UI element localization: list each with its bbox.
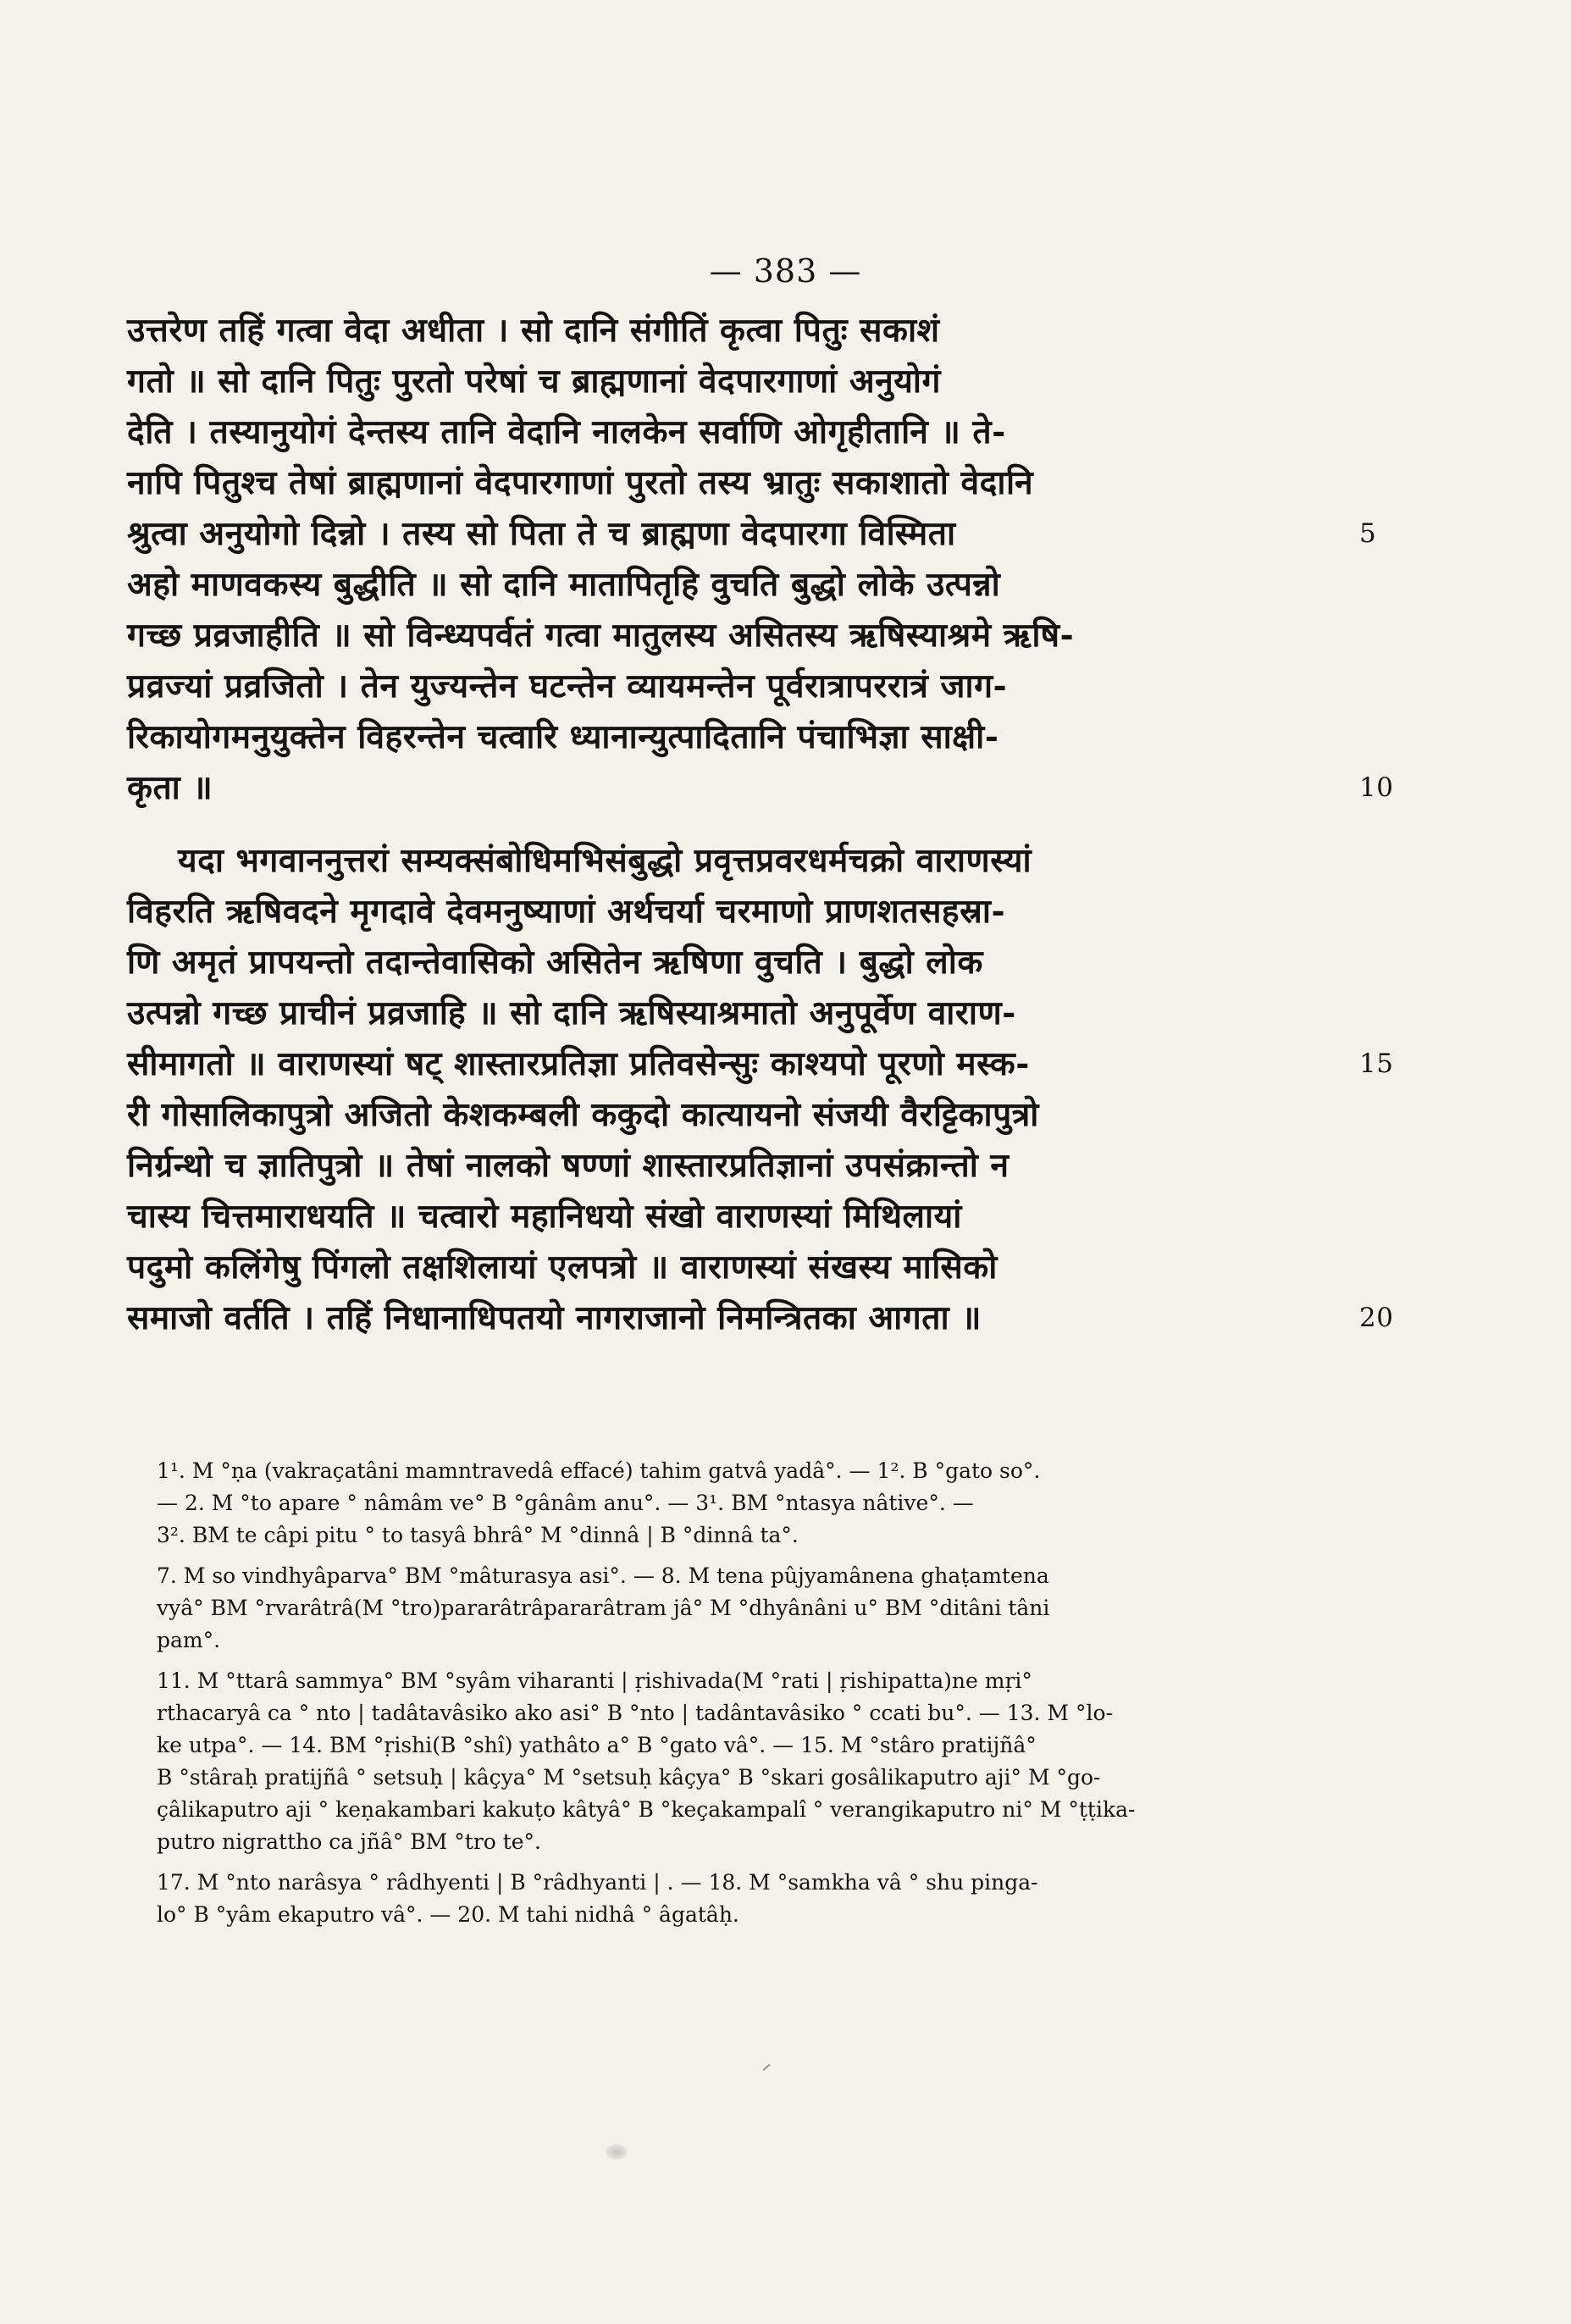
text-line: [127, 1089, 1245, 1140]
text-line: [127, 835, 1245, 886]
text-line: [127, 508, 1377, 559]
footnote-line: 17. M °nto narâsya ° râdhyenti | B °râdhyanti | . — 18. M °samkha vâ ° shu pinga-: [157, 1870, 1038, 1895]
footnote-line: 11. M °ttarâ sammya° BM °syâm viharanti | ṛishivada(M °rati | ṛishipatta)ne mṛi°: [157, 1668, 1032, 1693]
text-line: [127, 1191, 1245, 1242]
text-line: [127, 711, 1245, 762]
text-line-content: अहो माणवकस्य बुद्धीति ॥ सो दानि मातापितृहि वुचति बुद्धो लोके उत्पन्नो: [127, 565, 1001, 604]
footnote-line: — 2. M °to apare ° nâmâm ve° B °gânâm anu°. — 3¹. BM °ntasya nâtive°. —: [157, 1491, 974, 1515]
text-line: [127, 762, 1394, 813]
text-line-content: री गोसालिकापुत्रो अजितो केशकम्बली ककुदो कात्यायनो संजयी वैरट्टिकापुत्रो: [127, 1095, 1039, 1134]
text-line: [127, 937, 1245, 988]
text-line-content: चास्य चित्तमाराधयति ॥ चत्वारो महानिधयो संखो वाराणस्यां मिथिलायां: [127, 1197, 962, 1236]
text-line-content: यदा भगवाननुत्तरां सम्यक्संबोधिमभिसंबुद्धो प्रवृत्तप्रवरधर्मचक्रो वाराणस्यां: [178, 841, 1032, 880]
footnote-block: [157, 1665, 1224, 1858]
text-line: [127, 1292, 1394, 1343]
text-line: [127, 610, 1245, 661]
text-line-content: गतो ॥ सो दानि पितुः पुरतो परेषां च ब्राह्मणानां वेदपारगाणां अनुयोगं: [127, 362, 941, 401]
text-line-content: समाजो वर्तति । तहिं निधानाधिपतयो नागराजानो निमन्त्रितका आगता ॥: [127, 1298, 982, 1337]
text-line-content: प्रव्रज्यां प्रव्रजितो । तेन युज्यन्तेन घटन्तेन व्यायमन्तेन पूर्वरात्रापररात्रं जाग-: [127, 667, 1008, 706]
footnote-line: pam°.: [157, 1628, 221, 1652]
text-line: [127, 457, 1245, 508]
text-line: [127, 1038, 1394, 1089]
text-line-content: देति । तस्यानुयोगं देन्तस्य तानि वेदानि नालकेन सर्वाणि ओगृहीतानि ॥ ते-: [127, 412, 1006, 451]
footnote-line: çâlikaputro aji ° keṇakambari kakuṭo kâtyâ° B °keçakampalî ° verangikaputro ni° M °ṭṭika-: [157, 1797, 1136, 1822]
text-line-content: नापि पितुश्च तेषां ब्राह्मणानां वेदपारगाणां पुरतो तस्य भ्रातुः सकाशातो वेदानि: [127, 463, 1034, 502]
sanskrit-text-body: [127, 305, 1394, 1343]
text-line: [127, 1242, 1245, 1292]
ink-smudge: [606, 2144, 628, 2160]
line-number: 5: [1359, 518, 1377, 549]
page-number: — 383 —: [709, 252, 862, 290]
text-line-content: विहरति ऋषिवदने मृगदावे देवमनुष्याणां अर्थचर्या चरमाणो प्राणशतसहस्रा-: [127, 892, 1006, 931]
stray-mark: [763, 2064, 771, 2071]
footnote-line: putro nigrattho ca jñâ° BM °tro te°.: [157, 1829, 542, 1854]
line-number: 15: [1359, 1049, 1394, 1079]
text-line: [127, 559, 1245, 610]
text-line: [127, 407, 1245, 457]
footnote-line: 7. M so vindhyâparva° BM °mâturasya asi°. — 8. M tena pûjyamânena ghaṭamtena: [157, 1563, 1049, 1588]
footnote-line: 1¹. M °ṇa (vakraçatâni mamntravedâ effacé) tahim gatvâ yadâ°. — 1². B °gato so°.: [157, 1458, 1041, 1483]
text-line-content: कृता ॥: [127, 768, 213, 807]
critical-apparatus-footnotes: [157, 1455, 1224, 1939]
text-line-content: श्रुत्वा अनुयोगो दिन्नो । तस्य सो पिता ते च ब्राह्मणा वेदपारगा विस्मिता: [127, 514, 956, 553]
text-line: [127, 1140, 1245, 1191]
text-line: [127, 356, 1245, 407]
footnote-line: 3². BM te câpi pitu ° to tasyâ bhrâ° M °dinnâ | B °dinnâ ta°.: [157, 1523, 799, 1547]
text-line-content: उत्पन्नो गच्छ प्राचीनं प्रव्रजाहि ॥ सो दानि ऋषिस्याश्रमातो अनुपूर्वेण वाराण-: [127, 993, 1016, 1032]
footnote-block: [157, 1867, 1224, 1931]
footnote-line: vyâ° BM °rvarâtrâ(M °tro)pararâtrâpararâtram jâ° M °dhyânâni u° BM °ditâni tâni: [157, 1596, 1050, 1620]
text-line: [127, 988, 1245, 1038]
footnote-block: [157, 1560, 1224, 1657]
footnote-line: B °stâraḥ pratijñâ ° setsuḥ | kâçya° M °setsuḥ kâçya° B °skari gosâlikaputro aji° M °go-: [157, 1765, 1101, 1790]
line-number: 10: [1359, 772, 1394, 803]
footnote-line: ke utpa°. — 14. BM °ṛishi(B °shî) yathâto a° B °gato vâ°. — 15. M °stâro pratijñâ°: [157, 1733, 1037, 1757]
text-line-content: गच्छ प्रव्रजाहीति ॥ सो विन्ध्यपर्वतं गत्वा मातुलस्य असितस्य ऋषिस्याश्रमे ऋषि-: [127, 616, 1075, 655]
text-line-content: णि अमृतं प्रापयन्तो तदान्तेवासिको असितेन ऋषिणा वुचति । बुद्धो लोक: [127, 943, 983, 982]
text-line-content: उत्तरेण तहिं गत्वा वेदा अधीता । सो दानि संगीतिं कृत्वा पितुः सकाशं: [127, 311, 940, 350]
line-number: 20: [1359, 1303, 1394, 1333]
footnote-line: rthacaryâ ca ° nto | tadâtavâsiko ako asi° B °nto | tadântavâsiko ° ccati bu°. — 13. M °lo-: [157, 1701, 1113, 1725]
text-line-content: सीमागतो ॥ वाराणस्यां षट् शास्तारप्रतिज्ञा प्रतिवसेन्सुः काश्यपो पूरणो मस्क-: [127, 1044, 1030, 1083]
footnote-block: [157, 1455, 1224, 1552]
text-line: [127, 305, 1245, 356]
text-line-content: निर्ग्रन्थो च ज्ञातिपुत्रो ॥ तेषां नालको षण्णां शास्तारप्रतिज्ञानां उपसंक्रान्तो न: [127, 1146, 1010, 1185]
footnote-line: lo° B °yâm ekaputro vâ°. — 20. M tahi nidhâ ° âgatâḥ.: [157, 1902, 739, 1927]
text-line-content: रिकायोगमनुयुक्तेन विहरन्तेन चत्वारि ध्यानान्युत्पादितानि पंचाभिज्ञा साक्षी-: [127, 717, 999, 756]
text-line: [127, 886, 1245, 937]
text-line-content: पदुमो कलिंगेषु पिंगलो तक्षशिलायां एलपत्रो ॥ वाराणस्यां संखस्य मासिको: [127, 1248, 998, 1286]
text-line: [127, 661, 1245, 711]
